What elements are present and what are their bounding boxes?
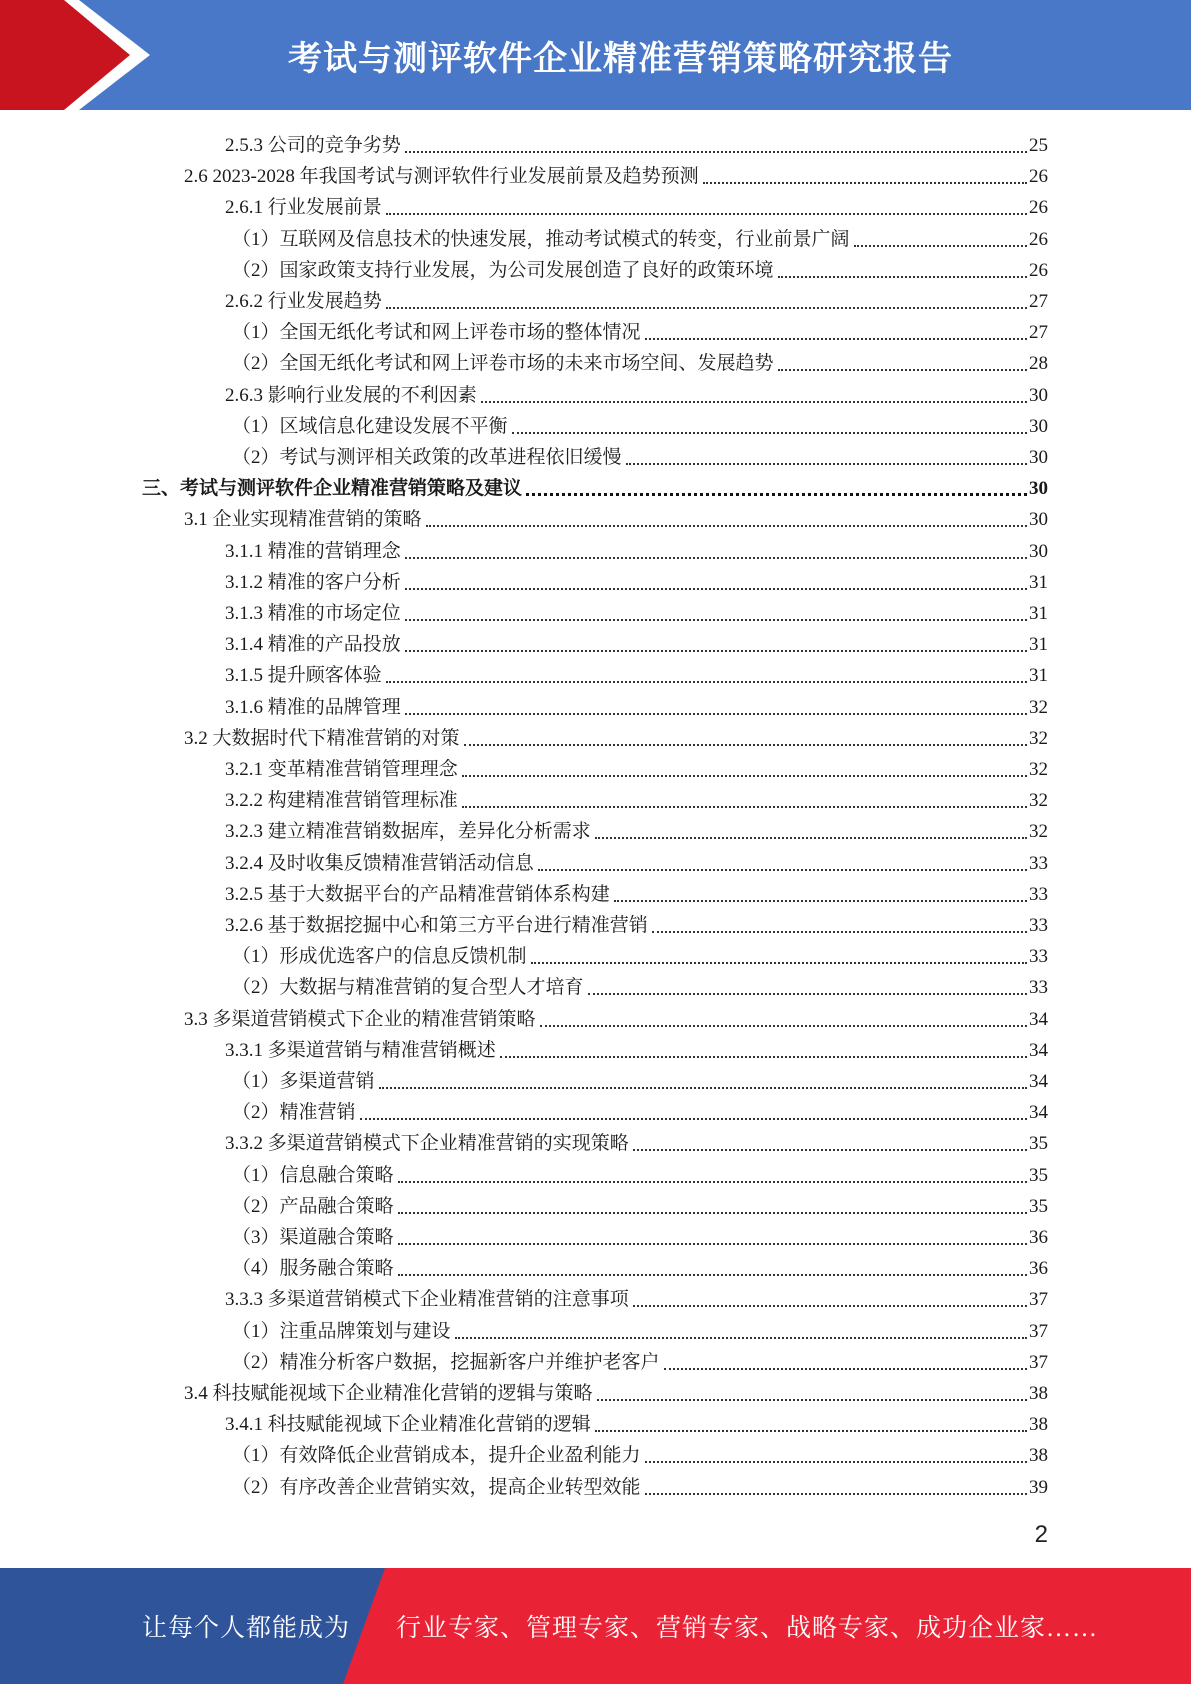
- toc-entry[interactable]: [142, 470, 1048, 501]
- toc-entry[interactable]: [232, 408, 1048, 439]
- toc-entry-label: （1）有效降低企业营销成本，提升企业盈利能力: [232, 1445, 641, 1467]
- toc-entry-label: 3.4.1 科技赋能视域下企业精准化营销的逻辑: [225, 1414, 591, 1436]
- toc-entry[interactable]: [225, 564, 1048, 595]
- toc-entry[interactable]: [225, 1281, 1048, 1312]
- toc-entry-page: 38: [1029, 1414, 1048, 1436]
- toc-entry-page: 37: [1029, 1289, 1048, 1311]
- toc-entry-page: 31: [1029, 665, 1048, 687]
- toc-dot-leader: [597, 1399, 1027, 1401]
- toc-entry[interactable]: [225, 595, 1048, 626]
- toc-entry[interactable]: [225, 876, 1048, 907]
- toc-entry-page: 35: [1029, 1195, 1048, 1217]
- toc-entry[interactable]: [232, 1094, 1048, 1125]
- toc-entry[interactable]: [225, 189, 1048, 220]
- toc-entry[interactable]: [225, 657, 1048, 688]
- toc-entry[interactable]: [184, 501, 1048, 532]
- toc-entry[interactable]: [225, 533, 1048, 564]
- toc-entry-page: 27: [1029, 291, 1048, 312]
- toc-entry-label: （2）考试与测评相关政策的改革进程依旧缓慢: [232, 447, 622, 468]
- toc-entry-label: 3.2.1 变革精准营销管理理念: [225, 759, 458, 780]
- toc-entry-page: 34: [1029, 1008, 1048, 1030]
- toc-entry-label: （2）产品融合策略: [232, 1195, 394, 1217]
- toc-dot-leader: [538, 869, 1027, 871]
- toc-entry[interactable]: [225, 283, 1048, 314]
- toc-entry[interactable]: [225, 689, 1048, 720]
- toc-entry-page: 34: [1029, 1102, 1048, 1124]
- toc-entry-label: （2）国家政策支持行业发展，为公司发展创造了良好的政策环境: [232, 259, 774, 281]
- toc-entry[interactable]: [232, 1469, 1048, 1500]
- toc-entry-page: 33: [1029, 883, 1048, 905]
- toc-entry-label: 3.1.2 精准的客户分析: [225, 571, 401, 593]
- toc-dot-leader: [386, 307, 1027, 309]
- toc-entry[interactable]: [184, 158, 1048, 189]
- toc-entry-label: 3.2.5 基于大数据平台的产品精准营销体系构建: [225, 883, 610, 905]
- toc-dot-leader: [595, 837, 1027, 839]
- toc-dot-leader: [626, 463, 1027, 465]
- toc-entry-page: 30: [1029, 384, 1048, 406]
- footer-slogan-right: 行业专家、管理专家、营销专家、战略专家、成功企业家……: [396, 1615, 1099, 1642]
- toc-entry[interactable]: [225, 1032, 1048, 1063]
- toc-entry[interactable]: [184, 720, 1048, 751]
- toc-entry-label: 3.1.6 精准的品牌管理: [225, 696, 401, 718]
- toc-entry-page: 33: [1029, 977, 1048, 999]
- toc-entry-page: 38: [1029, 1383, 1048, 1404]
- toc-entry-page: 30: [1029, 415, 1048, 437]
- toc-entry-label: 三、考试与测评软件企业精准营销策略及建议: [142, 478, 523, 500]
- toc-entry-page: 33: [1029, 946, 1048, 968]
- toc-dot-leader: [614, 900, 1027, 902]
- toc-entry-label: 3.3 多渠道营销模式下企业的精准营销策略: [184, 1008, 536, 1030]
- toc-entry-label: （3）渠道融合策略: [232, 1227, 394, 1248]
- toc-entry[interactable]: [232, 938, 1048, 969]
- toc-entry[interactable]: [232, 1219, 1048, 1250]
- toc-entry-label: 3.1.5 提升顾客体验: [225, 665, 382, 687]
- toc-entry-page: 30: [1029, 447, 1048, 468]
- toc-dot-leader: [481, 401, 1027, 403]
- toc-dot-leader: [426, 525, 1027, 527]
- toc-dot-leader: [652, 931, 1027, 933]
- toc-entry[interactable]: [225, 377, 1048, 408]
- toc-entry-label: 2.5.3 公司的竞争劣势: [225, 135, 401, 156]
- toc-entry-label: 3.1.3 精准的市场定位: [225, 603, 401, 624]
- toc-dot-leader: [398, 1181, 1027, 1183]
- toc-entry[interactable]: [225, 813, 1048, 844]
- toc-entry-page: 34: [1029, 1039, 1048, 1061]
- toc-entry-label: （1）信息融合策略: [232, 1164, 394, 1186]
- toc-dot-leader: [500, 1056, 1027, 1058]
- report-title: 考试与测评软件企业精准营销策略研究报告: [288, 38, 953, 79]
- footer-slogan-left: 让每个人都能成为: [142, 1615, 351, 1642]
- toc-entry-page: 35: [1029, 1133, 1048, 1155]
- toc-entry-label: （1）互联网及信息技术的快速发展，推动考试模式的转变，行业前景广阔: [232, 228, 850, 250]
- toc-entry-page: 37: [1029, 1320, 1048, 1342]
- toc-entry[interactable]: [225, 907, 1048, 938]
- toc-entry-label: 3.1 企业实现精准营销的策略: [184, 509, 422, 531]
- toc-entry-label: （1）区域信息化建设发展不平衡: [232, 415, 508, 437]
- toc-entry-page: 30: [1029, 540, 1048, 562]
- toc-dot-leader: [405, 619, 1027, 621]
- toc-dot-leader: [645, 1461, 1027, 1463]
- toc-entry-label: 2.6 2023-2028 年我国考试与测评软件行业发展前景及趋势预测: [184, 166, 699, 188]
- toc-entry-page: 30: [1029, 478, 1048, 500]
- toc-entry-label: 3.2.3 建立精准营销数据库，差异化分析需求: [225, 821, 591, 843]
- toc-dot-leader: [531, 962, 1027, 964]
- toc-entry[interactable]: [232, 439, 1048, 470]
- toc-dot-leader: [398, 1212, 1027, 1214]
- toc-entry-label: （4）服务融合策略: [232, 1258, 394, 1280]
- toc-entry-label: （2）大数据与精准营销的复合型人才培育: [232, 977, 584, 999]
- toc-entry-label: （2）精准分析客户数据，挖掘新客户并维护老客户: [232, 1351, 660, 1373]
- toc-entry-label: 3.3.3 多渠道营销模式下企业精准营销的注意事项: [225, 1289, 629, 1311]
- toc-dot-leader: [405, 151, 1027, 153]
- toc-entry[interactable]: [232, 1437, 1048, 1468]
- toc-dot-leader: [405, 650, 1027, 652]
- toc-entry-label: 3.1.4 精准的产品投放: [225, 634, 401, 656]
- toc-entry-page: 33: [1029, 915, 1048, 936]
- toc-entry[interactable]: [232, 252, 1048, 283]
- toc-entry[interactable]: [232, 1344, 1048, 1375]
- toc-dot-leader: [526, 493, 1027, 496]
- toc-entry-label: （2）有序改善企业营销实效，提高企业转型效能: [232, 1476, 641, 1498]
- report-header: [0, 0, 1191, 110]
- toc-dot-leader: [379, 1087, 1027, 1089]
- page-number: 2: [1034, 1521, 1048, 1548]
- toc-entry-page: 33: [1029, 852, 1048, 874]
- toc-entry-label: 2.6.1 行业发展前景: [225, 197, 382, 219]
- toc-entry-page: 25: [1029, 135, 1048, 156]
- toc-dot-leader: [588, 993, 1027, 995]
- toc-entry-page: 26: [1029, 166, 1048, 188]
- toc-entry[interactable]: [225, 845, 1048, 876]
- toc-entry[interactable]: [184, 1001, 1048, 1032]
- toc-dot-leader: [645, 338, 1027, 340]
- toc-entry-page: 34: [1029, 1071, 1048, 1092]
- toc-dot-leader: [540, 1025, 1027, 1027]
- toc-entry-label: 3.2.4 及时收集反馈精准营销活动信息: [225, 852, 534, 874]
- toc-entry-label: 3.2.2 构建精准营销管理标准: [225, 790, 458, 812]
- toc-entry[interactable]: [184, 1375, 1048, 1406]
- toc-entry[interactable]: [225, 1406, 1048, 1437]
- toc-dot-leader: [405, 557, 1027, 559]
- toc-entry-label: 2.6.2 行业发展趋势: [225, 291, 382, 312]
- toc-entry-page: 27: [1029, 322, 1048, 344]
- toc-entry-label: （1）多渠道营销: [232, 1071, 375, 1092]
- toc-entry-page: 39: [1029, 1476, 1048, 1498]
- toc-dot-leader: [455, 1337, 1027, 1339]
- toc-entry-page: 31: [1029, 603, 1048, 624]
- toc-entry-page: 37: [1029, 1351, 1048, 1373]
- toc-dot-leader: [360, 1118, 1027, 1120]
- toc-dot-leader: [386, 213, 1027, 215]
- toc-dot-leader: [633, 1149, 1027, 1151]
- toc-entry-label: （2）精准营销: [232, 1102, 356, 1124]
- toc-entry[interactable]: [225, 751, 1048, 782]
- toc-entry-label: 3.1.1 精准的营销理念: [225, 540, 401, 562]
- toc-dot-leader: [462, 775, 1027, 777]
- toc-dot-leader: [778, 276, 1027, 278]
- toc-dot-leader: [405, 588, 1027, 590]
- toc-entry[interactable]: [232, 1063, 1048, 1094]
- toc-dot-leader: [664, 1368, 1027, 1370]
- toc-entry-label: 3.2 大数据时代下精准营销的对策: [184, 727, 460, 749]
- toc-entry[interactable]: [225, 782, 1048, 813]
- toc-entry-page: 36: [1029, 1258, 1048, 1280]
- toc-dot-leader: [854, 245, 1027, 247]
- toc-dot-leader: [386, 681, 1027, 683]
- toc-entry[interactable]: [225, 127, 1048, 158]
- toc-entry[interactable]: [232, 1157, 1048, 1188]
- toc-entry-page: 35: [1029, 1164, 1048, 1186]
- toc-entry[interactable]: [232, 1250, 1048, 1281]
- toc-entry-page: 32: [1029, 821, 1048, 843]
- toc-entry[interactable]: [232, 221, 1048, 252]
- toc-entry-page: 32: [1029, 790, 1048, 812]
- toc-dot-leader: [462, 806, 1027, 808]
- toc-entry[interactable]: [232, 345, 1048, 376]
- toc-dot-leader: [512, 432, 1027, 434]
- toc-entry-page: 32: [1029, 696, 1048, 718]
- toc-dot-leader: [645, 1493, 1027, 1495]
- toc-entry-page: 31: [1029, 571, 1048, 593]
- toc-entry-label: （2）全国无纸化考试和网上评卷市场的未来市场空间、发展趋势: [232, 353, 774, 375]
- toc-dot-leader: [595, 1430, 1027, 1432]
- toc-entry-page: 26: [1029, 197, 1048, 219]
- toc-entry-page: 38: [1029, 1445, 1048, 1467]
- toc-dot-leader: [464, 744, 1027, 746]
- toc-entry[interactable]: [225, 1125, 1048, 1156]
- toc-dot-leader: [405, 713, 1027, 715]
- toc-entry-page: 32: [1029, 727, 1048, 749]
- toc-entry-label: （1）全国无纸化考试和网上评卷市场的整体情况: [232, 322, 641, 344]
- footer-banner: [0, 1568, 1191, 1684]
- header-chevron-red: [0, 0, 130, 110]
- toc-entry[interactable]: [225, 626, 1048, 657]
- toc-entry-page: 30: [1029, 509, 1048, 531]
- toc-entry[interactable]: [232, 1313, 1048, 1344]
- toc-entry-page: 31: [1029, 634, 1048, 656]
- toc-dot-leader: [398, 1274, 1027, 1276]
- toc-entry-label: 3.3.1 多渠道营销与精准营销概述: [225, 1039, 496, 1061]
- toc-entry-label: 3.4 科技赋能视域下企业精准化营销的逻辑与策略: [184, 1383, 593, 1404]
- toc-entry[interactable]: [232, 1188, 1048, 1219]
- toc-dot-leader: [633, 1305, 1027, 1307]
- toc-dot-leader: [398, 1243, 1027, 1245]
- toc-entry-page: 26: [1029, 228, 1048, 250]
- toc-dot-leader: [703, 182, 1027, 184]
- toc-entry-page: 26: [1029, 259, 1048, 281]
- toc-dot-leader: [778, 369, 1027, 371]
- toc-entry-label: （1）注重品牌策划与建设: [232, 1320, 451, 1342]
- toc-entry-page: 32: [1029, 759, 1048, 780]
- toc-entry-page: 28: [1029, 353, 1048, 375]
- toc-entry[interactable]: [232, 969, 1048, 1000]
- toc-entry-page: 36: [1029, 1227, 1048, 1248]
- toc-entry-label: （1）形成优选客户的信息反馈机制: [232, 946, 527, 968]
- toc-entry-label: 3.2.6 基于数据挖掘中心和第三方平台进行精准营销: [225, 915, 648, 936]
- toc-entry-label: 3.3.2 多渠道营销模式下企业精准营销的实现策略: [225, 1133, 629, 1155]
- toc-entry[interactable]: [232, 314, 1048, 345]
- toc-entry-label: 2.6.3 影响行业发展的不利因素: [225, 384, 477, 406]
